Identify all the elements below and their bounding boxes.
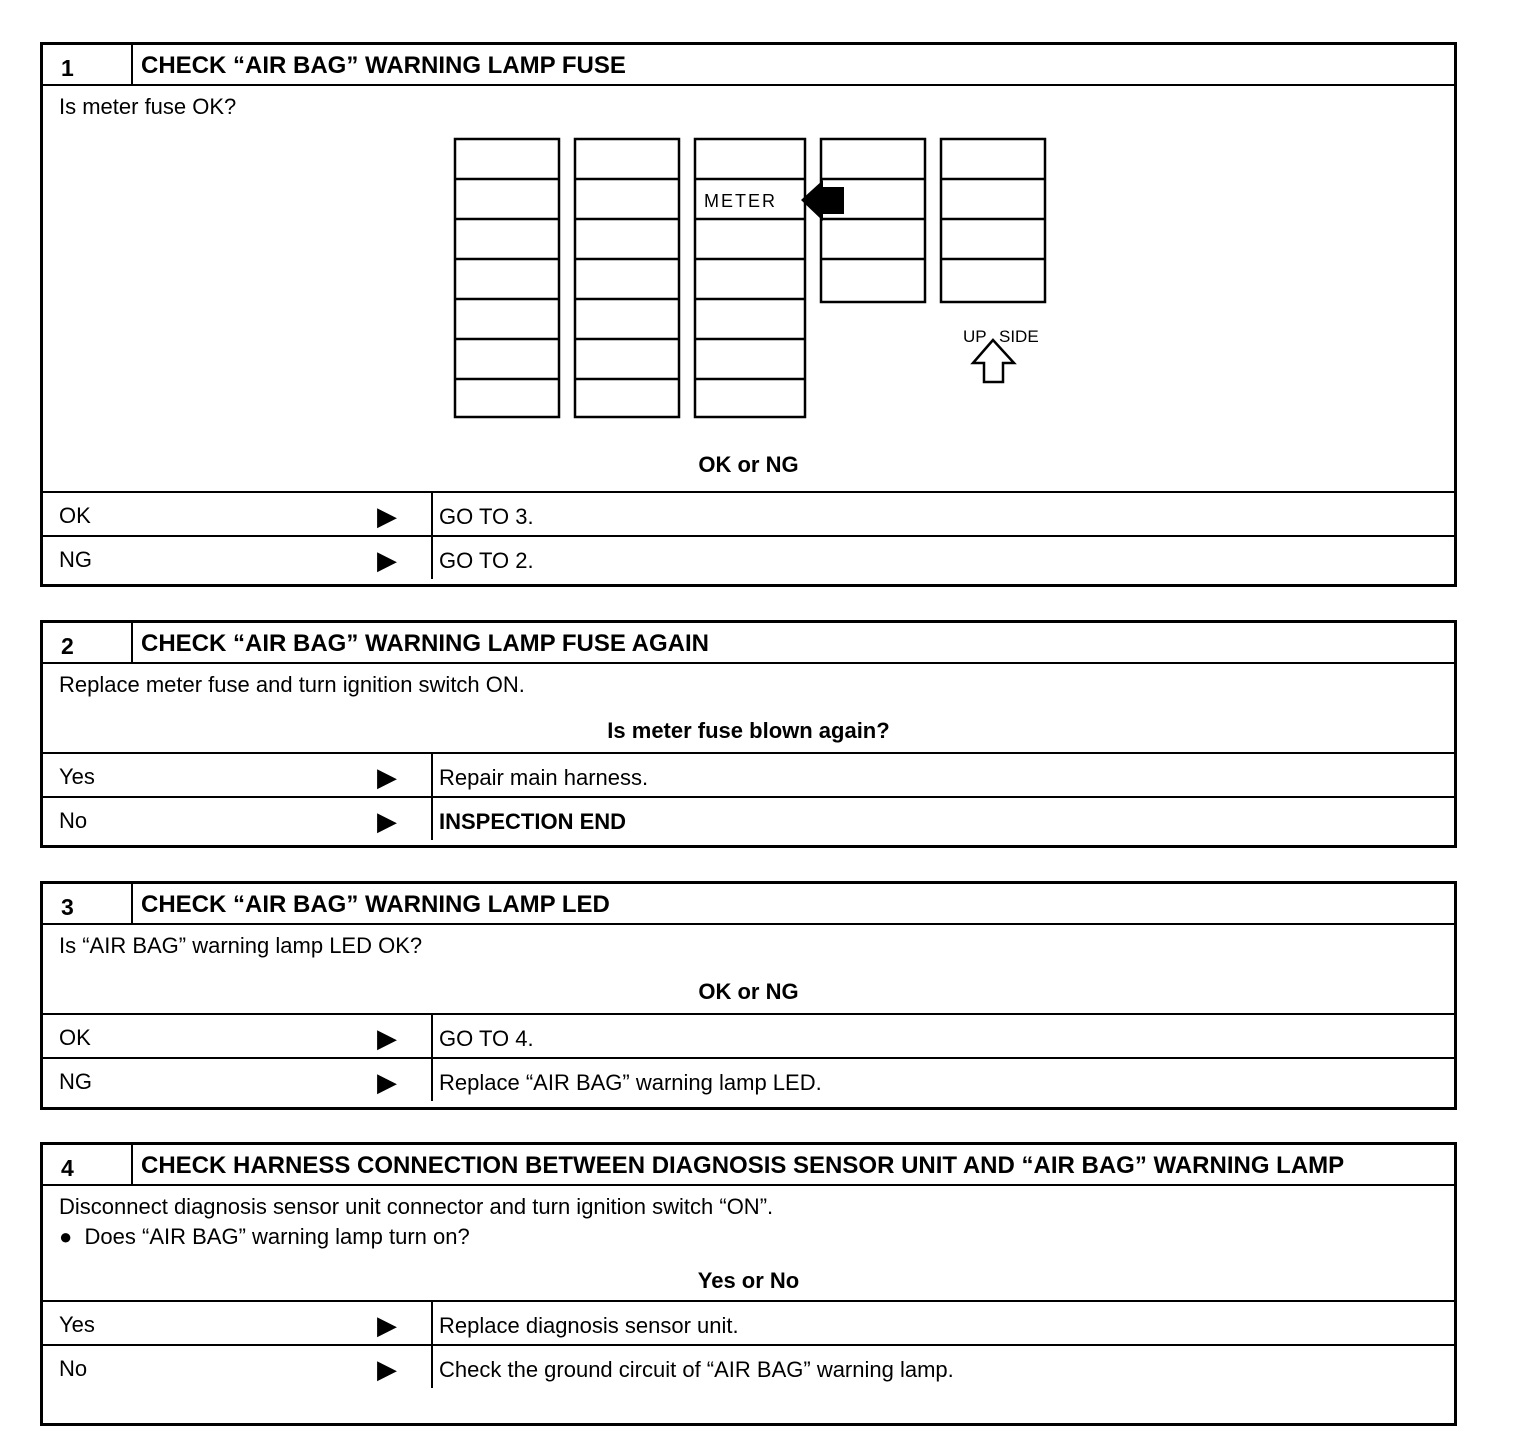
- bullet-dot-icon: ●: [59, 1224, 73, 1249]
- step-1-title: CHECK “AIR BAG” WARNING LAMP FUSE: [141, 52, 626, 79]
- right-triangle-arrow-icon: ▶: [377, 1023, 397, 1053]
- step-2-row-no: [43, 796, 1454, 840]
- step-2-header: [43, 623, 1454, 664]
- condition-label: Yes: [59, 764, 95, 789]
- step-2-body: [43, 664, 1454, 752]
- step-4: [40, 1142, 1457, 1426]
- right-triangle-arrow-icon: ▶: [377, 545, 397, 575]
- step-3-question: Is “AIR BAG” warning lamp LED OK?: [59, 933, 423, 958]
- result-text: GO TO 3.: [439, 504, 534, 529]
- result-text: GO TO 4.: [439, 1026, 534, 1051]
- fuse-column-5: [941, 139, 1045, 302]
- condition-label: Yes: [59, 1312, 95, 1337]
- up-side-label-up: UP: [963, 327, 987, 346]
- step-2-title: CHECK “AIR BAG” WARNING LAMP FUSE AGAIN: [141, 630, 710, 657]
- step-3-title: CHECK “AIR BAG” WARNING LAMP LED: [141, 891, 610, 918]
- condition-label: No: [59, 1356, 88, 1381]
- result-text: GO TO 2.: [439, 548, 534, 573]
- step-2-number: 2: [43, 623, 133, 662]
- right-triangle-arrow-icon: ▶: [377, 762, 397, 792]
- up-side-label-side: SIDE: [999, 327, 1039, 346]
- step-2-row-yes: [43, 752, 1454, 796]
- fuse-block-diagram: [453, 134, 1073, 424]
- result-text: Repair main harness.: [439, 765, 649, 790]
- right-triangle-arrow-icon: ▶: [377, 1354, 397, 1384]
- fuse-column-3: [695, 139, 805, 417]
- condition-label: OK: [59, 503, 91, 528]
- fuse-column-4: [821, 139, 925, 302]
- step-3: [40, 881, 1457, 1110]
- result-text: INSPECTION END: [439, 809, 627, 834]
- step-1: [40, 42, 1457, 587]
- step-2: [40, 620, 1457, 848]
- step-1-body: [43, 86, 1454, 491]
- step-4-row-yes: [43, 1300, 1454, 1344]
- step-1-row-ok: [43, 491, 1454, 535]
- step-4-body: [43, 1186, 1454, 1300]
- fuse-column-2: [575, 139, 679, 417]
- step-4-number: 4: [43, 1145, 133, 1184]
- right-triangle-arrow-icon: ▶: [377, 1067, 397, 1097]
- meter-fuse-label: METER: [704, 191, 777, 211]
- up-arrow-icon: [973, 340, 1014, 382]
- right-triangle-arrow-icon: ▶: [377, 806, 397, 836]
- step-2-decision: Is meter fuse blown again?: [607, 718, 890, 743]
- result-text: Replace diagnosis sensor unit.: [439, 1313, 739, 1338]
- step-2-instruction: Replace meter fuse and turn ignition switch ON.: [59, 672, 525, 697]
- condition-label: OK: [59, 1025, 91, 1050]
- step-4-row-no: [43, 1344, 1454, 1388]
- step-3-number: 3: [43, 884, 133, 923]
- condition-label: No: [59, 808, 88, 833]
- step-3-header: [43, 884, 1454, 925]
- step-1-decision: OK or NG: [698, 452, 799, 477]
- step-4-decision: Yes or No: [697, 1268, 800, 1293]
- meter-pointer-arrow-icon: [801, 180, 844, 221]
- right-triangle-arrow-icon: ▶: [377, 501, 397, 531]
- step-3-row-ng: [43, 1057, 1454, 1101]
- result-text: Check the ground circuit of “AIR BAG” warning lamp.: [439, 1357, 954, 1382]
- step-4-bullet-item: [59, 1224, 470, 1250]
- step-3-decision: OK or NG: [698, 979, 799, 1004]
- step-1-number: 1: [43, 45, 133, 84]
- step-4-title: CHECK HARNESS CONNECTION BETWEEN DIAGNOSIS SENSOR UNIT AND “AIR BAG” WARNING LAMP: [141, 1152, 1345, 1179]
- condition-label: NG: [59, 1069, 92, 1094]
- condition-label: NG: [59, 547, 92, 572]
- step-4-bullet-text: Does “AIR BAG” warning lamp turn on?: [84, 1224, 470, 1249]
- fuse-column-1: [455, 139, 559, 417]
- step-1-question: Is meter fuse OK?: [59, 94, 237, 119]
- right-triangle-arrow-icon: ▶: [377, 1310, 397, 1340]
- result-text: Replace “AIR BAG” warning lamp LED.: [439, 1070, 822, 1095]
- step-4-instruction: Disconnect diagnosis sensor unit connector and turn ignition switch “ON”.: [59, 1194, 774, 1219]
- step-3-row-ok: [43, 1013, 1454, 1057]
- step-4-header: [43, 1145, 1454, 1186]
- step-3-body: [43, 925, 1454, 1013]
- step-1-row-ng: [43, 535, 1454, 579]
- step-1-header: [43, 45, 1454, 86]
